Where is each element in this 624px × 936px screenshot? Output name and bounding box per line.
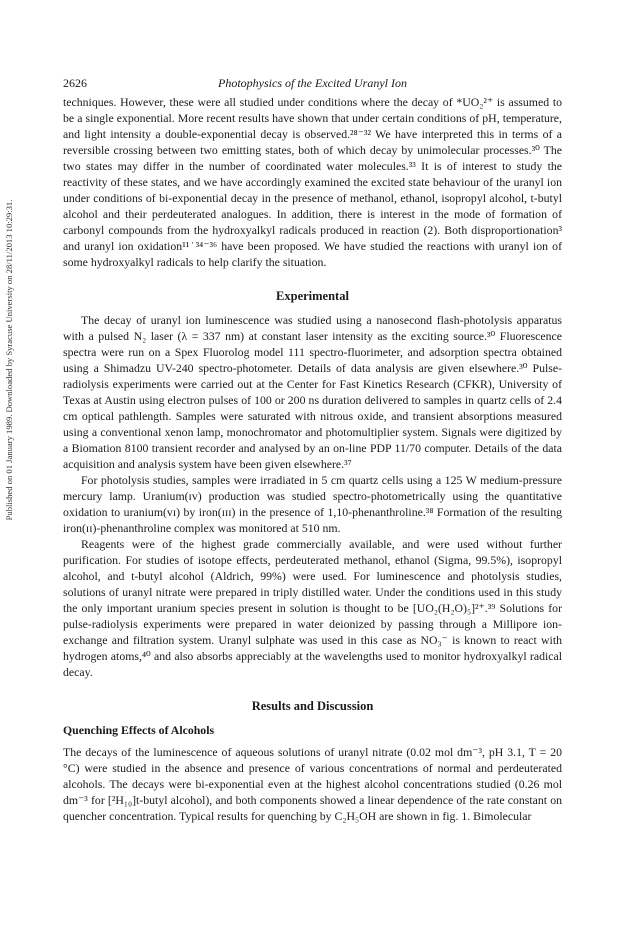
experimental-paragraph: The decay of uranyl ion luminescence was studied using a nanosecond flash-photolysis apparatus with a pulsed N₂ laser (λ = 337 nm) at constant laser intensity as the exciting source.³⁰ Fluorescence spectra were run on a Spex Fluorolog model 111 spectro-fluorimeter, and adsorption spectra obtained using a Shimadzu UV-240 spectro-photometer. Details of data analysis are given elsewhere.³⁰ Pulse-radiolysis experiments were carried out at the Center for Fast Kinetics Research (CFKR), University of Texas at Austin using electron pulses of 100 or 200 ns duration delivered to samples in quartz cells of 2.4 cm optical pathlength. Samples were saturated with nitrous oxide, and transient absorptions measured using a conventional xenon lamp, monochromator and photomultiplier system. Signals were digitized by a Biomation 8100 transient recorder and analysed by an on-line PDP 11/70 computer. Details of the data acquisition and analysis system have been given elsewhere.³⁷ bbox=[63, 313, 562, 471]
article-body bbox=[63, 94, 562, 824]
experimental-heading: Experimental bbox=[276, 289, 349, 303]
download-notice bbox=[2, 140, 16, 580]
results-subheading: Quenching Effects of Alcohols bbox=[63, 723, 215, 737]
download-notice-text: Published on 01 January 1989. Downloaded by Syracuse University on 28/11/2013 10:29:31. bbox=[4, 199, 14, 521]
results-heading: Results and Discussion bbox=[251, 699, 374, 713]
results-paragraph: The decays of the luminescence of aqueous solutions of uranyl nitrate (0.02 mol dm⁻³, pH 3.1, T = 20 °C) were studied in the absence and presence of various concentrations of normal and perdeuterated alcohols. The decays were bi-exponential even at the highest alcohol concentrations studied (0.26 mol dm⁻³ for [²H₁₀]t-butyl alcohol), and both components showed a linear dependence of the rate constant on quencher concentration. Typical results for quenching by C₂H₅OH are shown in fig. 1. Bimolecular bbox=[63, 745, 562, 823]
running-title: Photophysics of the Excited Uranyl Ion bbox=[218, 76, 407, 90]
intro-paragraph: techniques. However, these were all studied under conditions where the decay of *UO₂²⁺ is assumed to be a single exponential. More recent results have shown that under certain conditions of pH, temperature, and light intensity a double-exponential decay is observed.²⁸⁻³² We have interpreted this in terms of a reversible crossing between two emitting states, both of which decay by unimolecular processes.³⁰ The two states may differ in the number of coordinated water molecules.³³ It is of interest to study the reactivity of these states, and we have accordingly examined the excited state behaviour of the uranyl ion under conditions of bi-exponential decay in the presence of methanol, ethanol, isopropyl alcohol, t-butyl alcohol and their perdeuterated analogues. In addition, there is interest in the mode of formation of carbonyl compounds from the hydroxyalkyl radicals produced in reaction (2). Both disproportionation³ and uranyl ion oxidation¹¹˙³⁴⁻³⁶ have been proposed. We have studied the reactions with uranyl ion of some hydroxyalkyl radicals to help clarify the situation. bbox=[63, 95, 562, 269]
page-number: 2626 bbox=[63, 76, 87, 90]
experimental-paragraph: For photolysis studies, samples were irradiated in 5 cm quartz cells using a 125 W medium-pressure mercury lamp. Uranium(ɪᴠ) production was studied spectro-photometrically using the quantitative oxidation to uranium(ᴠɪ) by iron(ɪɪɪ) in the presence of 1,10-phenanthroline.³⁸ Formation of the resulting iron(ɪɪ)-phenanthroline complex was monitored at 510 nm. bbox=[63, 473, 562, 535]
experimental-paragraph: Reagents were of the highest grade commercially available, and were used without further purification. For studies of isotope effects, perdeuterated methanol, ethanol (Sigma, 99.5%), isopropyl alcohol, and t-butyl alcohol (Aldrich, 99%) were used. For luminescence and photolysis studies, solutions of uranyl nitrate were prepared in triply distilled water. Under the conditions used in this study the only important uranium species present in solution is thought to be [UO₂(H₂O)₅]²⁺.³⁹ Solutions for pulse-radiolysis experiments were prepared in water deionized by passing through a Millipore ion-exchange and filtration system. Uranyl sulphate was used in this case as NO₃⁻ is known to react with hydrogen atoms,⁴⁰ and also absorbs appreciably at the wavelengths used to monitor hydroxyalkyl radical decay. bbox=[63, 537, 562, 679]
page-header bbox=[63, 76, 562, 92]
